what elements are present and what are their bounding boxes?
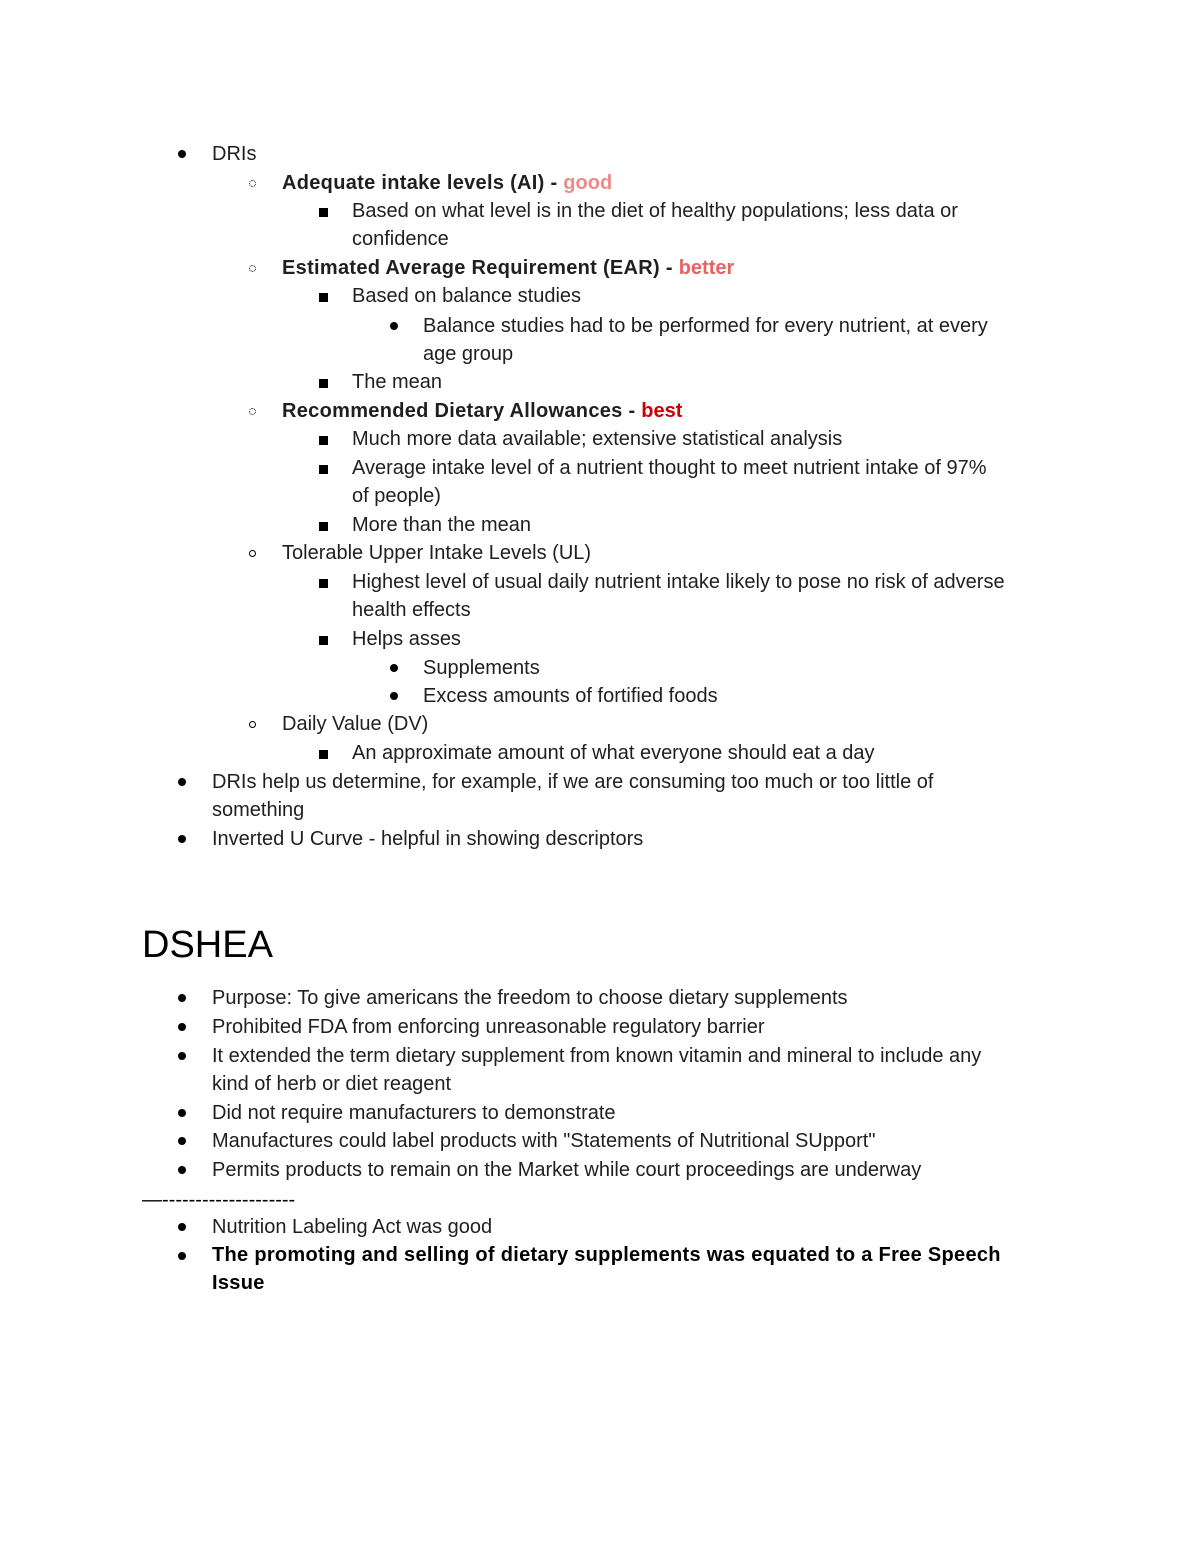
list-item-ai-basis: Based on what level is in the diet of healthy populations; less data or: [352, 200, 958, 222]
bullet-icon: [178, 1223, 186, 1231]
list-item-bold-cont: Issue: [212, 1272, 265, 1294]
bullet-icon: [178, 150, 186, 158]
list-item-rda-more: More than the mean: [352, 514, 531, 536]
list-item-ul-fortified: Excess amounts of fortified foods: [423, 685, 718, 707]
list-item-ear-mean: The mean: [352, 371, 443, 393]
square-bullet-icon: [319, 750, 328, 759]
circle-bullet-icon: [249, 550, 256, 557]
list-item-ul: Tolerable Upper Intake Levels (UL): [282, 542, 592, 564]
section-heading-dshea: DSHEA: [142, 924, 273, 966]
list-item-dris: DRIs: [212, 143, 257, 165]
square-bullet-icon: [319, 465, 328, 474]
list-item: Purpose: To give americans the freedom to choose dietary supplements: [212, 987, 848, 1009]
list-item-ul-helps: Helps asses: [352, 628, 461, 650]
bullet-icon: [178, 835, 186, 843]
bullet-icon: [390, 664, 398, 672]
square-bullet-icon: [319, 522, 328, 531]
list-item-ul-highest-cont: health effects: [352, 599, 471, 621]
list-item-bold: The promoting and selling of dietary supplements was equated to a Free Speech: [212, 1244, 1001, 1266]
square-bullet-icon: [319, 208, 328, 217]
list-item-dris-help-cont: something: [212, 799, 305, 821]
list-item-rda-average: Average intake level of a nutrient thought to meet nutrient intake of 97%: [352, 457, 987, 479]
list-item: Manufactures could label products with "Statements of Nutritional SUpport": [212, 1130, 876, 1152]
list-item-ear-balance: Balance studies had to be performed for every nutrient, at every: [423, 315, 988, 337]
ai-title: Adequate intake levels (AI) -: [282, 172, 564, 194]
list-item-dv: Daily Value (DV): [282, 713, 429, 735]
list-item-ear-basis: Based on balance studies: [352, 285, 582, 307]
list-item: Did not require manufacturers to demonstrate: [212, 1102, 616, 1124]
list-item-ai-basis-cont: confidence: [352, 228, 449, 250]
square-bullet-icon: [319, 436, 328, 445]
bullet-icon: [178, 1137, 186, 1145]
bullet-icon: [178, 994, 186, 1002]
list-item-cont: kind of herb or diet reagent: [212, 1073, 452, 1095]
list-item-rda: [282, 397, 682, 425]
circle-bullet-icon: [249, 180, 256, 187]
list-item-dv-amount: An approximate amount of what everyone should eat a day: [352, 742, 875, 764]
circle-bullet-icon: [249, 408, 256, 415]
list-item-rda-data: Much more data available; extensive statistical analysis: [352, 428, 843, 450]
list-item-inverted-u: Inverted U Curve - helpful in showing descriptors: [212, 828, 644, 850]
bullet-icon: [178, 1023, 186, 1031]
bullet-icon: [390, 322, 398, 330]
rda-title: Recommended Dietary Allowances -: [282, 400, 642, 422]
ai-rating: good: [563, 172, 613, 194]
circle-bullet-icon: [249, 721, 256, 728]
list-item: It extended the term dietary supplement from known vitamin and mineral to include any: [212, 1045, 982, 1067]
bullet-icon: [178, 1252, 186, 1260]
bullet-icon: [178, 1109, 186, 1117]
bullet-icon: [390, 692, 398, 700]
ear-rating: better: [678, 257, 735, 279]
bullet-icon: [178, 1166, 186, 1174]
circle-bullet-icon: [249, 265, 256, 272]
square-bullet-icon: [319, 293, 328, 302]
square-bullet-icon: [319, 379, 328, 388]
list-item-ul-supplements: Supplements: [423, 657, 540, 679]
rda-rating: best: [641, 400, 683, 422]
list-item: Prohibited FDA from enforcing unreasonable regulatory barrier: [212, 1016, 765, 1038]
separator-line: —--------------------: [142, 1189, 296, 1211]
list-item-rda-average-cont: of people): [352, 485, 441, 507]
list-item-ear: [282, 254, 734, 282]
list-item-dris-help: DRIs help us determine, for example, if we are consuming too much or too little of: [212, 771, 934, 793]
list-item-ear-balance-cont: age group: [423, 343, 514, 365]
list-item: Nutrition Labeling Act was good: [212, 1216, 493, 1238]
bullet-icon: [178, 1052, 186, 1060]
list-item: Permits products to remain on the Market while court proceedings are underway: [212, 1159, 922, 1181]
square-bullet-icon: [319, 636, 328, 645]
list-item-ai: [282, 169, 612, 197]
bullet-icon: [178, 778, 186, 786]
ear-title: Estimated Average Requirement (EAR) -: [282, 257, 679, 279]
square-bullet-icon: [319, 579, 328, 588]
list-item-ul-highest: Highest level of usual daily nutrient intake likely to pose no risk of adverse: [352, 571, 1005, 593]
